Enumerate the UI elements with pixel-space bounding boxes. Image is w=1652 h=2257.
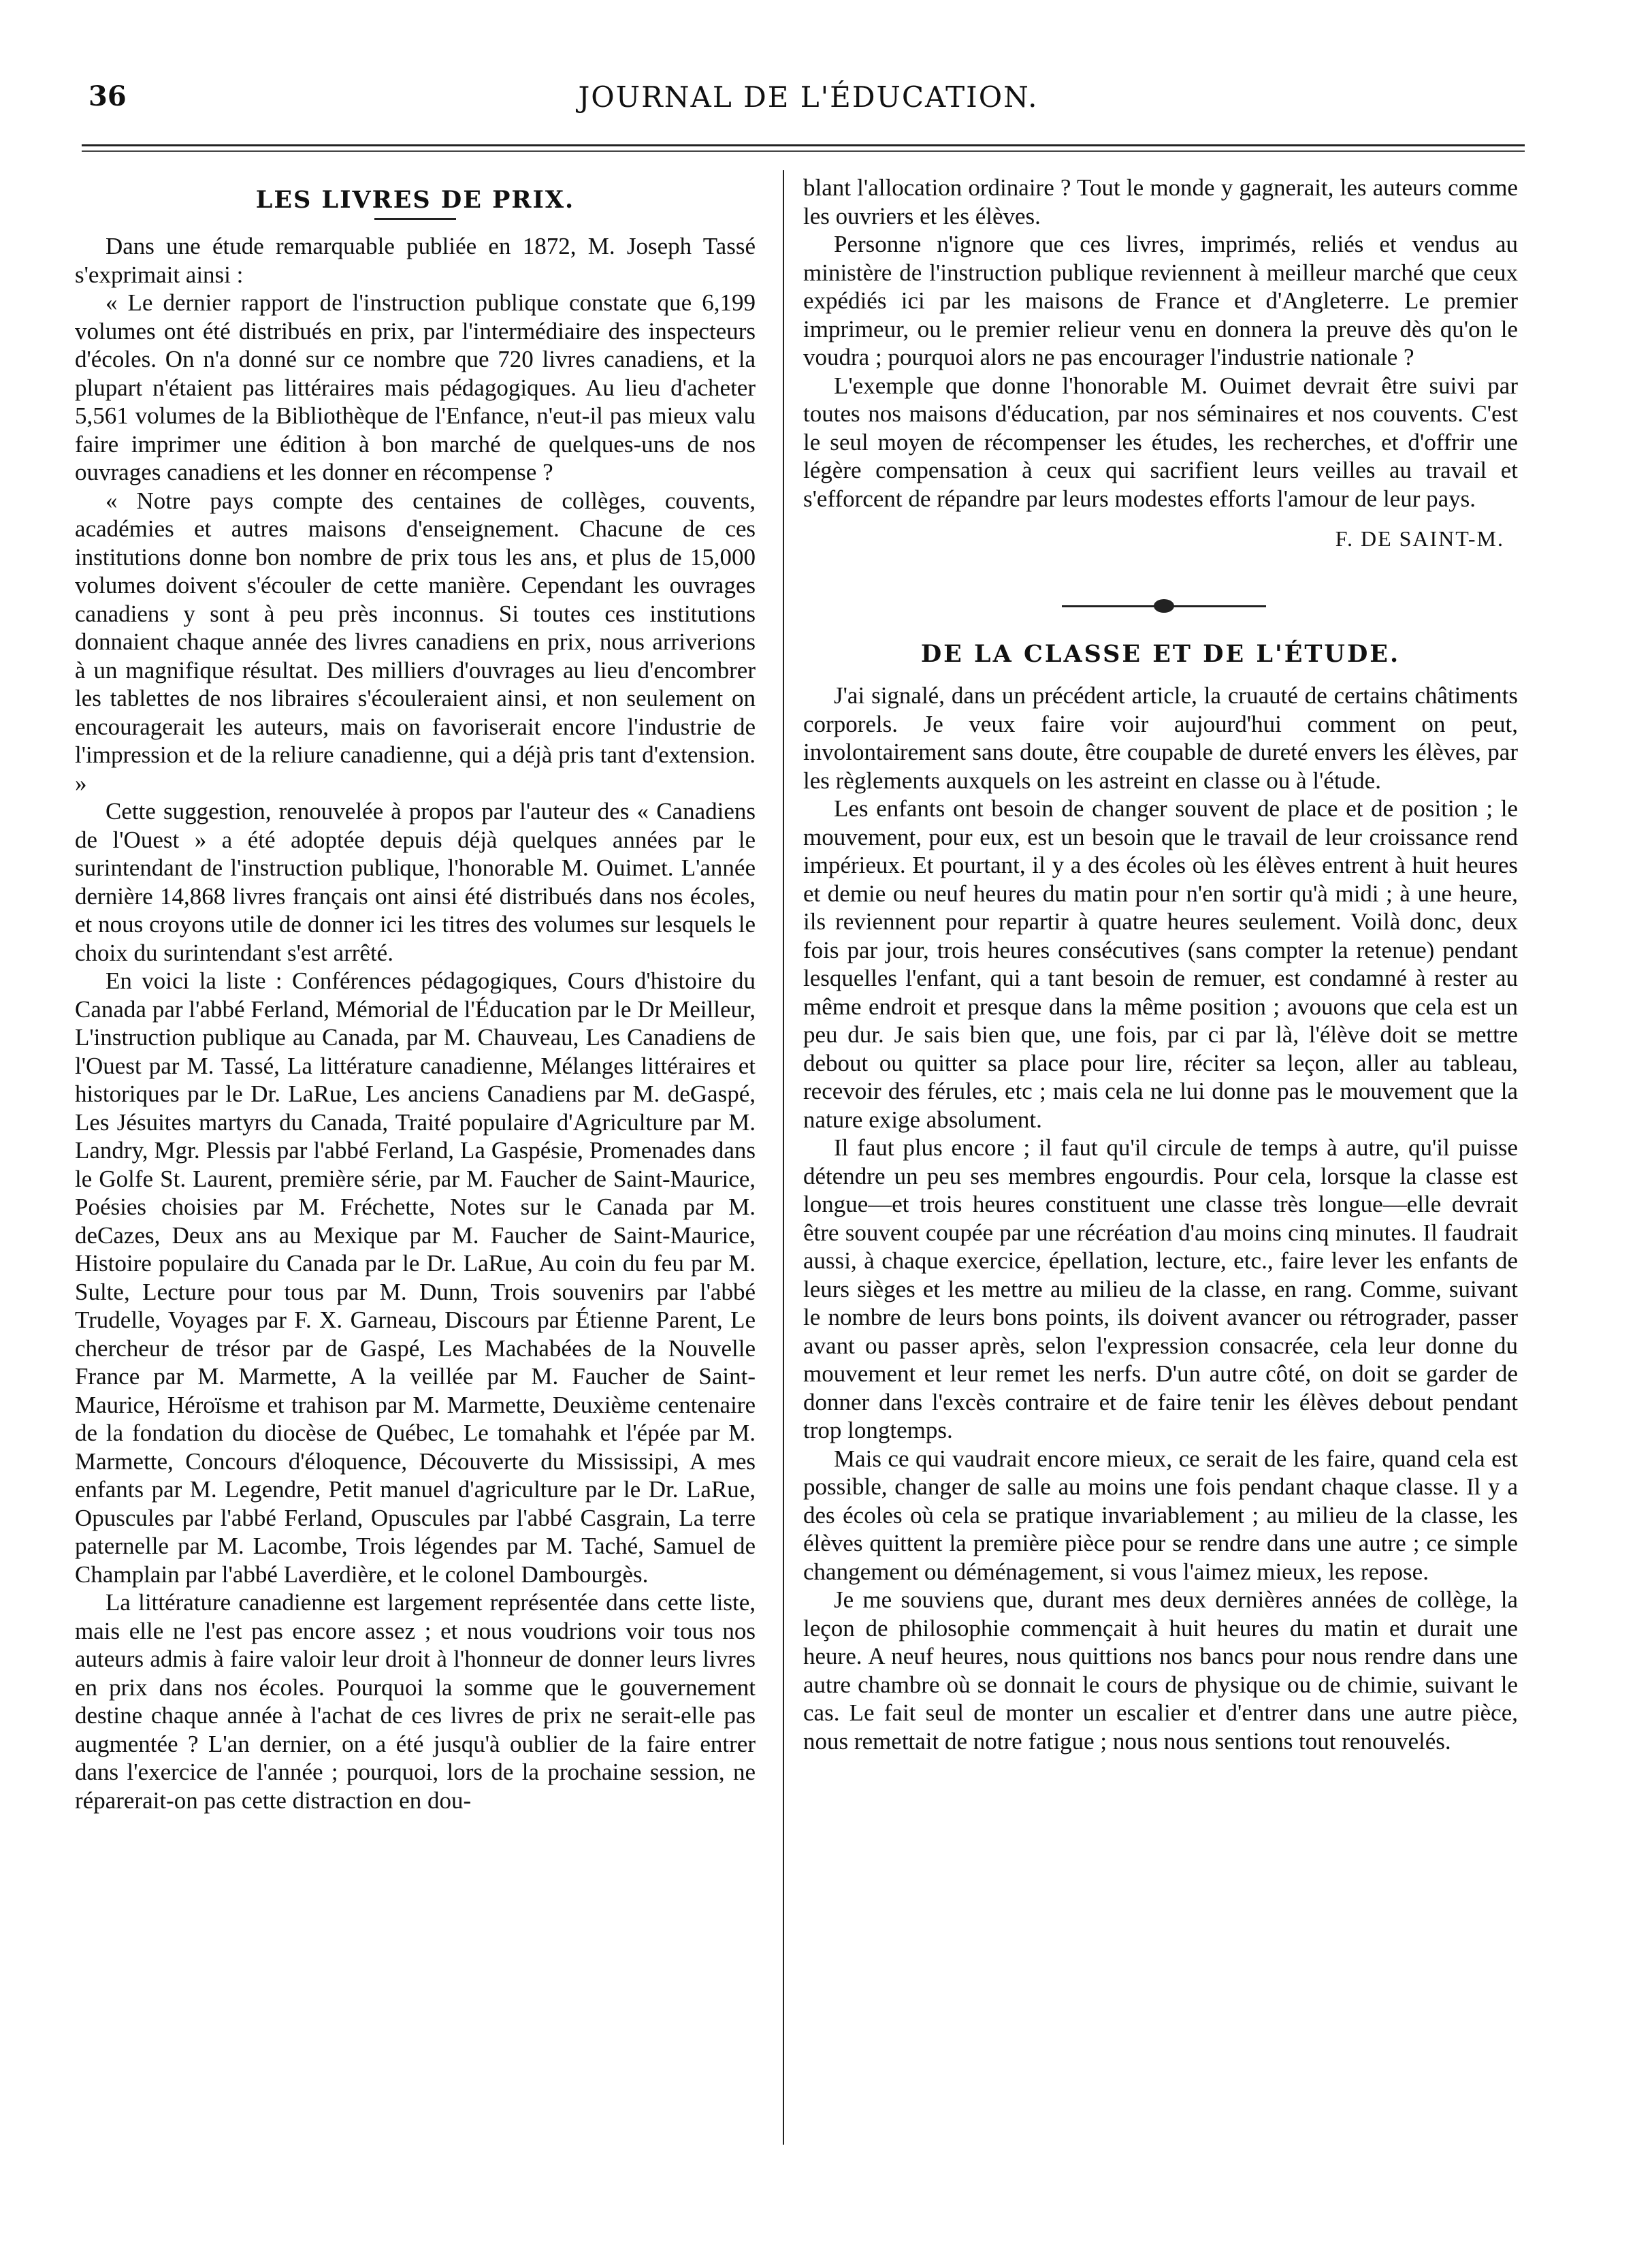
article-paragraph: Mais ce qui vaudrait encore mieux, ce serait de les faire, quand cela est possible, changer de salle au moins une fois pendant chaque classe. Il y a des écoles où cela se pratique invariablement ; au milieu de la classe, les élèves quittent la première pièce pour se rendre dans une autre ; ce simple changement ou déménagement, si vous l'aimez mieux, les repose. <box>803 1445 1518 1585</box>
title-rule <box>374 218 456 220</box>
article-paragraph: Je me souviens que, durant mes deux dernières années de collège, la leçon de philosophie commençait à huit heures du matin et durait une heure. A neuf heures, nous quittions nos bancs pour nous rendre dans une autre chambre où se donnait le cours de physique ou de chimie, suivant le cas. Le fait seul de monter un escalier et d'entrer dans une autre pièce, nous remettait de notre fatigue ; nous nous sentions tout renouvelés. <box>803 1586 1518 1755</box>
article-paragraph: J'ai signalé, dans un précédent article, la cruauté de certains châtiments corporels. Je veux faire voir aujourd'hui comment on peut, involontairement sans doute, être coupable de dureté envers les élèves, par les règlements auxquels on les astreint en classe ou à l'étude. <box>803 682 1518 794</box>
article-paragraph: « Le dernier rapport de l'instruction publique constate que 6,199 volumes ont été distribués en prix, par l'intermédiaire des inspecteurs d'écoles. On n'a donné sur ce nombre que 720 livres canadiens, et la plupart n'étaient pas littéraires mais pédagogiques. Au lieu d'acheter 5,561 volumes de la Bibliothèque de l'Enfance, n'eut-il pas mieux valu faire imprimer une édition à bon marché de quelques-uns de nos ouvrages canadiens et les donner en récompense ? <box>75 289 756 485</box>
article-paragraph: En voici la liste : Conférences pédagogiques, Cours d'histoire du Canada par l'abbé Ferland, Mémorial de l'Éducation par le Dr Meilleur, L'instruction publique au Canada, par M. Chauveau, Les Canadiens de l'Ouest par M. Tassé, La littérature canadienne, Mélanges littéraires et historiques par le Dr. LaRue, Les anciens Canadiens par M. deGaspé, Les Jésuites martyrs du Canada, Traité populaire d'Agriculture par M. Landry, Mgr. Plessis par l'abbé Ferland, La Gaspésie, Promenades dans le Golfe St. Laurent, première série, par M. Faucher de Saint-Maurice, Poésies choisies par M. Fréchette, Notes sur le Canada par M. deCazes, Deux ans au Mexique par M. Faucher de Saint-Maurice, Histoire populaire du Canada par le Dr. LaRue, Au coin du feu par M. Sulte, Lecture pour tous par M. Dunn, Trois souvenirs par l'abbé Trudelle, Voyages par F. X. Garneau, Discours par Étienne Parent, Le chercheur de trésor par de Gaspé, Les Machabées de la Nouvelle France par M. Marmette, A la veillée par M. Faucher de Saint-Maurice, Héroïsme et trahison par M. Marmette, Deuxième centenaire de la fondation du diocèse de Québec, Le tomahahk et l'épée par M. Marmette, Concours d'éloquence, Découverte du Mississipi, A mes enfants par M. Legendre, Petit manuel d'agriculture par le Dr. LaRue, Opuscules par l'abbé Ferland, Opuscules par l'abbé Casgrain, La terre paternelle par M. Lacombe, Trois légendes par M. Taché, Samuel de Champlain par l'abbé Laverdière, et le colonel Dambourgès. <box>75 967 756 1588</box>
page-number: 36 <box>88 80 127 112</box>
article-paragraph: « Notre pays compte des centaines de collèges, couvents, académies et autres maisons d'enseignement. Chacune de ces institutions donne bon nombre de prix tous les ans, et plus de 15,000 volumes doivent s'écouler de cette manière. Cependant les ouvrages canadiens y sont à peu près inconnus. Si toutes ces institutions donnaient chaque année des livres canadiens en prix, nous arriverions à un magnifique résultat. Des milliers d'ouvrages au lieu d'encombrer les tablettes de nos libraires s'écouleraient ainsi, et non seulement on encouragerait les auteurs, mais on favoriserait encore l'industrie de l'impression et de la reliure canadienne, qui a déjà pris tant d'extension. » <box>75 487 756 797</box>
article-title: DE LA CLASSE ET DE L'ÉTUDE. <box>920 640 1401 668</box>
article-paragraph: Dans une étude remarquable publiée en 1872, M. Joseph Tassé s'exprimait ainsi : <box>75 233 756 288</box>
article-paragraph: Personne n'ignore que ces livres, imprimés, reliés et vendus au ministère de l'instruction publique reviennent à meilleur marché que ceux expédiés ici par les maisons de France et d'Angleterre. Le premier imprimeur, ou le premier relieur venu en donnera la preuve dès qu'on le voudra ; pourquoi alors ne pas encourager l'industrie nationale ? <box>803 231 1518 370</box>
article-paragraph: Il faut plus encore ; il faut qu'il circule de temps à autre, qu'il puisse détendre un peu ses membres engourdis. Pour cela, lorsque la classe est longue—et trois heures constituent une classe très longue—elle devrait être souvent coupée par une récréation d'au moins cinq minutes. Il faudrait aussi, à chaque exercice, épellation, lecture, etc., faire lever les enfants de leurs sièges et les mettre au milieu de la classe, en rang. Comme, suivant le nombre de leurs bons points, ils doivent avancer ou rétrograder, passer avant ou passer après, selon l'expression consacrée, cela leur donne du mouvement et leur remet les nerfs. D'un autre côté, on doit se garder de donner dans l'excès contraire et de faire tenir les élèves debout pendant trop longtemps. <box>803 1134 1518 1443</box>
article-paragraph: Cette suggestion, renouvelée à propos par l'auteur des « Canadiens de l'Ouest » a été adoptée depuis déjà quelques années par le surintendant de l'instruction publique, l'honorable M. Ouimet. L'année dernière 14,868 livres français ont ainsi été distribués dans nos écoles, et nous croyons utile de donner ici les titres des volumes sur lesquels le choix du surintendant s'est arrêté. <box>75 798 756 966</box>
journal-title: JOURNAL DE L'ÉDUCATION. <box>578 80 1039 114</box>
page-header <box>88 80 1528 121</box>
article-paragraph: blant l'allocation ordinaire ? Tout le monde y gagnerait, les auteurs comme les ouvriers et les élèves. <box>803 174 1518 229</box>
right-column <box>803 174 1518 1755</box>
section-ornament <box>803 599 1518 613</box>
author-signature: F. DE SAINT-M. <box>1335 526 1504 551</box>
article-paragraph: La littérature canadienne est largement représentée dans cette liste, mais elle ne l'est pas encore assez ; et nous voudrions voir tous nos auteurs admis à faire valoir leur droit à l'honneur de donner leurs livres en prix dans nos écoles. Pourquoi la somme que le gouvernement destine chaque année à l'achat de ces livres de prix ne serait-elle pas augmentée ? L'an dernier, on a été jusqu'à oublier de la faire entrer dans l'exercice de l'année ; pourquoi, lors de la prochaine session, ne réparerait-on pas cette distraction en dou- <box>75 1589 756 1814</box>
ornament-dot <box>1154 599 1174 613</box>
article-paragraph: L'exemple que donne l'honorable M. Ouimet devrait être suivi par toutes nos maisons d'éducation, par nos séminaires et nos couvents. C'est le seul moyen de récompenser les études, les recherches, et d'offrir une légère compensation à ceux qui sacrifient leurs veilles au travail et s'efforcent de répandre par leurs modestes efforts l'amour de leur pays. <box>803 372 1518 512</box>
column-divider <box>783 170 784 2145</box>
left-column <box>75 174 756 1814</box>
article-title: LES LIVRES DE PRIX. <box>255 186 575 214</box>
header-rule <box>82 144 1525 152</box>
article-paragraph: Les enfants ont besoin de changer souvent de place et de position ; le mouvement, pour eux, est un besoin que le travail de leur croissance rend impérieux. Et pourtant, il y a des écoles où les élèves entrent à huit heures et demie ou neuf heures du matin pour n'en sortir qu'à midi ; à une heure, ils reviennent pour repartir à quatre heures seulement. Voilà donc, deux fois par jour, trois heures consécutives (sans compter la retenue) pendant lesquelles l'enfant, qui a tant besoin de remuer, est condamné à rester au même endroit et presque dans la même position ; avouons que cela est un peu dur. Je sais bien que, une fois, par ci par là, l'élève doit se mettre debout ou quitter sa place pour lire, réciter sa leçon, aller au tableau, recevoir des férules, etc ; mais cela ne lui donne pas le mouvement que la nature exige absolument. <box>803 795 1518 1133</box>
